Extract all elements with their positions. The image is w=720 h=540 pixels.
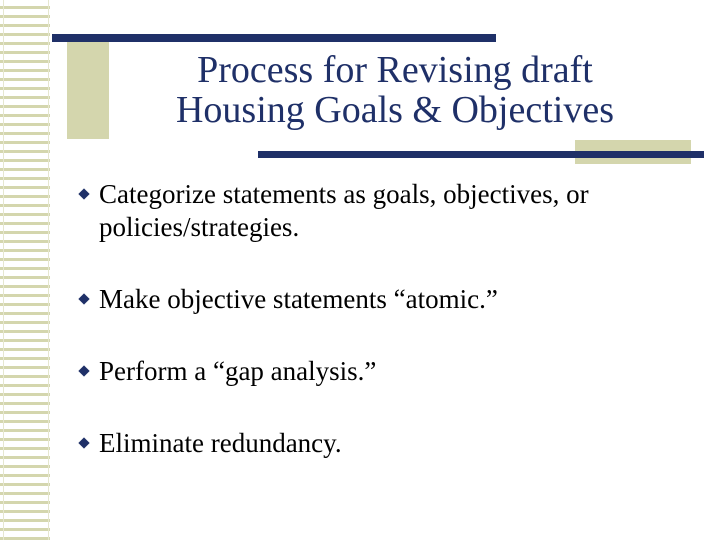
title-bottom-bar xyxy=(258,151,704,158)
slide-title-line-1: Process for Revising draft xyxy=(197,49,593,91)
bullet-text: Eliminate redundancy. xyxy=(99,428,342,458)
bullet-list xyxy=(78,178,698,460)
title-top-bar xyxy=(52,34,496,42)
bullet-text: Make objective statements “atomic.” xyxy=(99,284,498,314)
bullet-item xyxy=(78,283,698,316)
bullet-text: Perform a “gap analysis.” xyxy=(99,356,377,386)
diamond-bullet-icon xyxy=(78,188,89,199)
slide-title-line-2: Housing Goals & Objectives xyxy=(175,89,614,131)
left-striped-border xyxy=(0,0,50,540)
diamond-bullet-icon xyxy=(78,437,89,448)
slide-title xyxy=(120,50,670,130)
title-olive-accent xyxy=(67,42,109,139)
diamond-bullet-icon xyxy=(78,365,89,376)
diamond-bullet-icon xyxy=(78,293,89,304)
bullet-item xyxy=(78,427,698,460)
bullet-item xyxy=(78,178,698,244)
bullet-item xyxy=(78,355,698,388)
bullet-text: Categorize statements as goals, objectives, or policies/strategies. xyxy=(99,179,589,242)
